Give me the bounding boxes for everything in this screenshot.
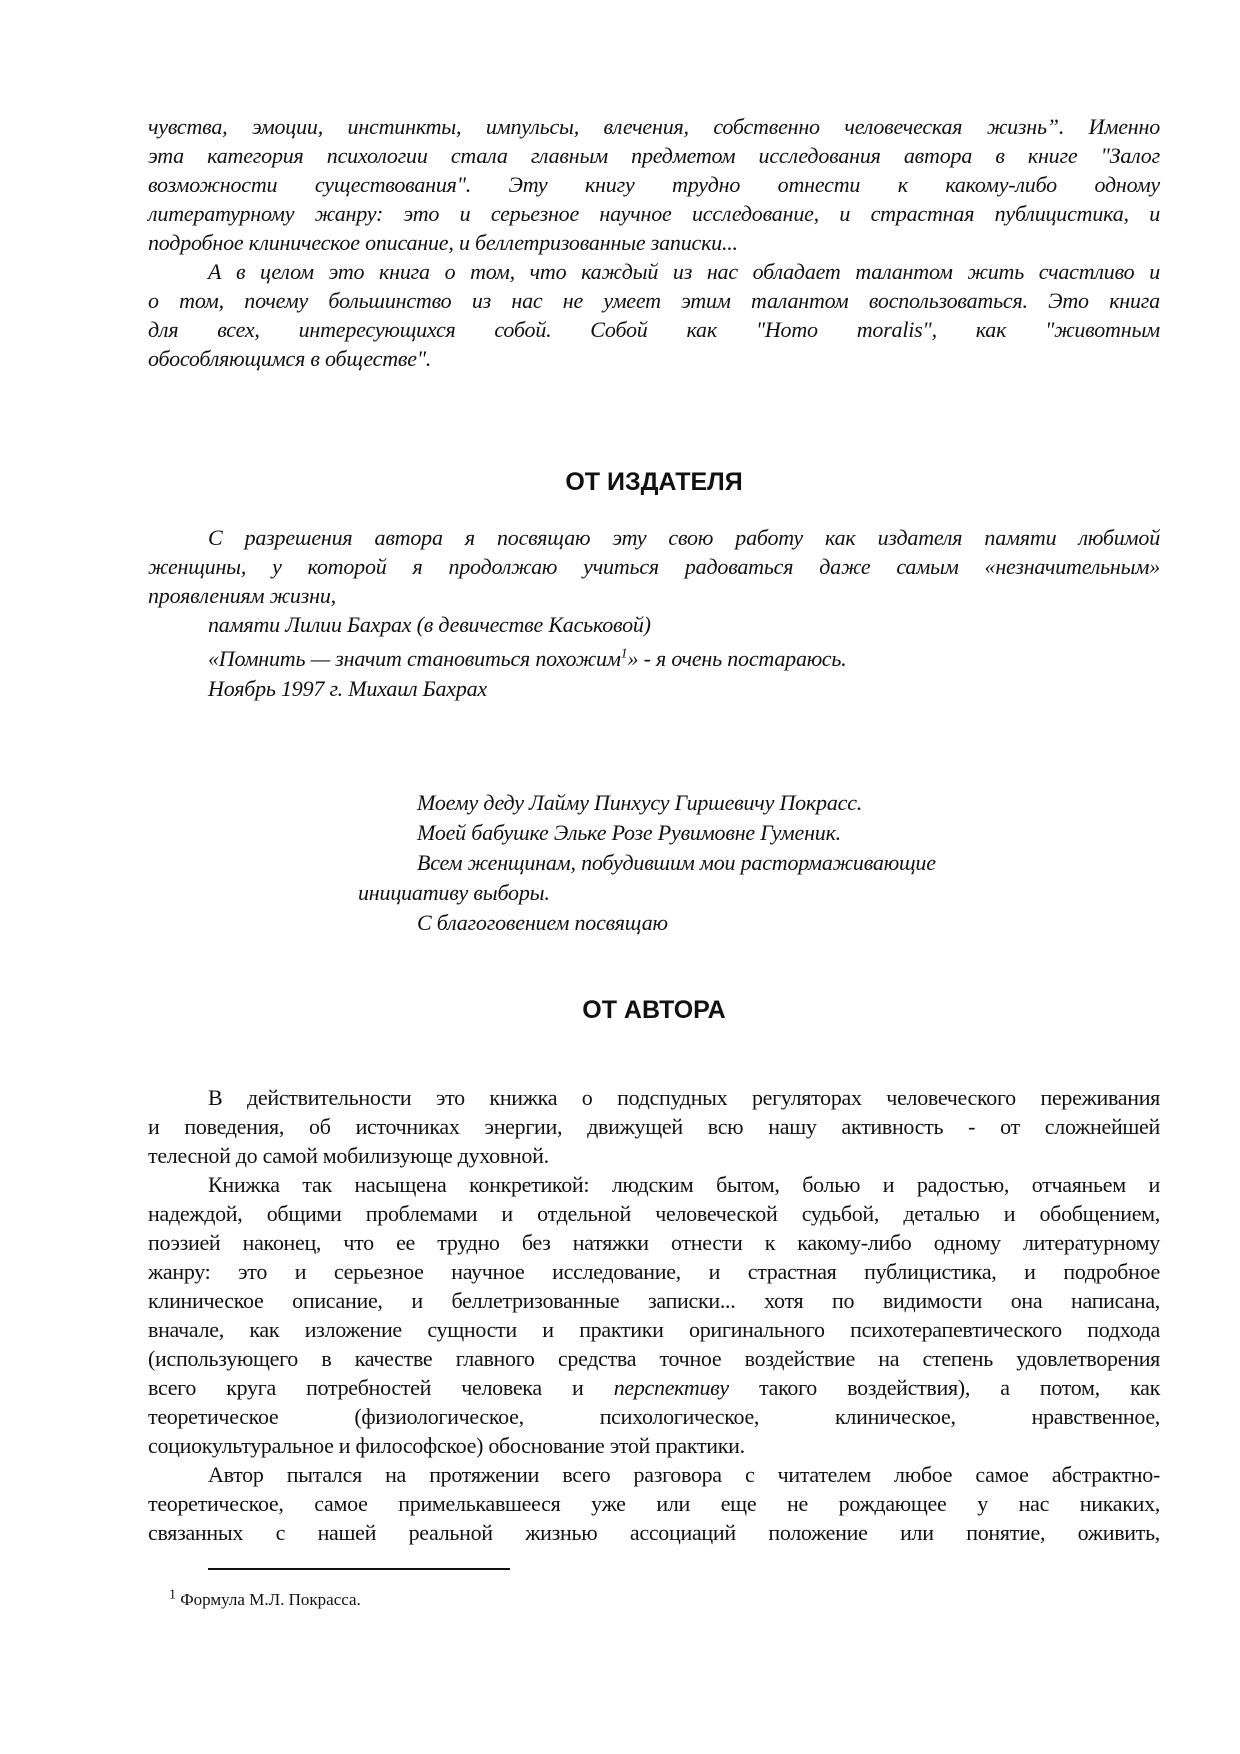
text-line: В действительности это книжка о подспудных регуляторах человеческого переживания xyxy=(208,1085,1160,1110)
footnote xyxy=(169,1587,361,1610)
text-line: клиническое описание, и беллетризованные записки... хотя по видимости она написана, xyxy=(148,1288,1160,1313)
text-line: о том, почему большинство из нас не умеет этим талантом воспользоваться. Это книга xyxy=(148,288,1160,313)
text-line: Книжка так насыщена конкретикой: людским бытом, болью и радостью, отчаяньем и xyxy=(208,1172,1160,1197)
text-line: проявлениям жизни, xyxy=(148,583,336,608)
text-line: для всех, интересующихся собой. Собой как "Homo moralis", как "животным xyxy=(148,317,1160,342)
section-heading-author: ОТ АВТОРА xyxy=(582,996,726,1024)
emphasis-text: перспективу xyxy=(613,1375,729,1400)
text-segment: всего круга потребностей человека и xyxy=(148,1375,614,1400)
text-line: Автор пытался на протяжении всего разговора с читателем любое самое абстрактно- xyxy=(208,1462,1160,1487)
text-line xyxy=(148,1373,1160,1402)
dedication-line: Всем женщинам, побудившим мои растормаживающие xyxy=(417,850,936,875)
text-line: телесной до самой мобилизующе духовной. xyxy=(148,1143,549,1168)
text-line: литературному жанру: это и серьезное научное исследование, и страстная публицистика, и xyxy=(148,201,1160,226)
dedication-line: инициативу выборы. xyxy=(358,880,550,905)
publisher-quote xyxy=(148,644,1160,673)
text-line: эта категория психологии стала главным предметом исследования автора в книге "Залог xyxy=(148,143,1160,168)
text-line: женщины, у которой я продолжаю учиться радоваться даже самым «незначительным» xyxy=(148,554,1160,579)
text-line: подробное клиническое описание, и беллетризованные записки... xyxy=(148,230,738,255)
text-line: поэзией наконец, что ее трудно без натяжки отнести к какому-либо одному литературному xyxy=(148,1230,1160,1255)
text-line: теоретическое, самое примелькавшееся уже или еще не рождающее у нас никаких, xyxy=(148,1491,1160,1516)
text-line: А в целом это книга о том, что каждый из нас обладает талантом жить счастливо и xyxy=(208,259,1160,284)
quote-line xyxy=(148,644,1160,673)
publisher-paragraph xyxy=(148,523,1160,610)
publisher-memory xyxy=(148,610,1160,639)
section-heading-publisher: ОТ ИЗДАТЕЛЯ xyxy=(565,468,743,496)
footnote-ref[interactable]: 1 xyxy=(620,646,628,662)
intro-text xyxy=(148,112,1160,373)
memory-line: памяти Лилии Бахрах (в девичестве Каськовой) xyxy=(208,612,651,637)
text-line: теоретическое (физиологическое, психологическое, клиническое, нравственное, xyxy=(148,1404,1160,1429)
dedication-line: Моей бабушке Эльке Розе Рувимовне Гуменик. xyxy=(417,820,841,845)
author-text xyxy=(148,1083,1160,1547)
signature-line: Ноябрь 1997 г. Михаил Бахрах xyxy=(208,676,487,701)
text-line: чувства, эмоции, инстинкты, импульсы, влечения, собственно человеческая жизнь”. Именно xyxy=(148,114,1160,139)
dedication xyxy=(358,788,1058,938)
text-line: жанру: это и серьезное научное исследование, и страстная публицистика, и подробное xyxy=(148,1259,1160,1284)
quote-text: «Помнить — значит становиться похожим xyxy=(208,646,621,671)
footnote-separator xyxy=(208,1568,510,1570)
text-line: (использующего в качестве главного средства точное воздействие на степень удовлетворения xyxy=(148,1346,1160,1371)
text-line: возможности существования". Эту книгу трудно отнести к какому-либо одному xyxy=(148,172,1160,197)
publisher-signature xyxy=(148,674,1160,703)
text-line: вначале, как изложение сущности и практики оригинального психотерапевтического подхода xyxy=(148,1317,1160,1342)
dedication-line: С благоговением посвящаю xyxy=(417,910,668,935)
quote-text-end: » - я очень постараюсь. xyxy=(627,646,847,671)
text-line: и поведения, об источниках энергии, движущей всю нашу активность - от сложнейшей xyxy=(148,1114,1160,1139)
dedication-line: Моему деду Лайму Пинхусу Гиршевичу Покрасс. xyxy=(417,790,863,815)
text-segment: такого воздействия), а потом, как xyxy=(728,1375,1160,1400)
text-line: С разрешения автора я посвящаю эту свою работу как издателя памяти любимой xyxy=(208,525,1160,550)
text-line: связанных с нашей реальной жизнью ассоциаций положение или понятие, оживить, xyxy=(148,1520,1160,1545)
text-line: обособляющимся в обществе". xyxy=(148,346,432,371)
text-line: надеждой, общими проблемами и отдельной человеческой судьбой, деталью и обобщением, xyxy=(148,1201,1160,1226)
text-line: социокультуральное и философское) обоснование этой практики. xyxy=(148,1433,745,1458)
footnote-text: Формула М.Л. Покрасса. xyxy=(180,1590,361,1609)
footnote-mark: 1 xyxy=(169,1587,176,1603)
